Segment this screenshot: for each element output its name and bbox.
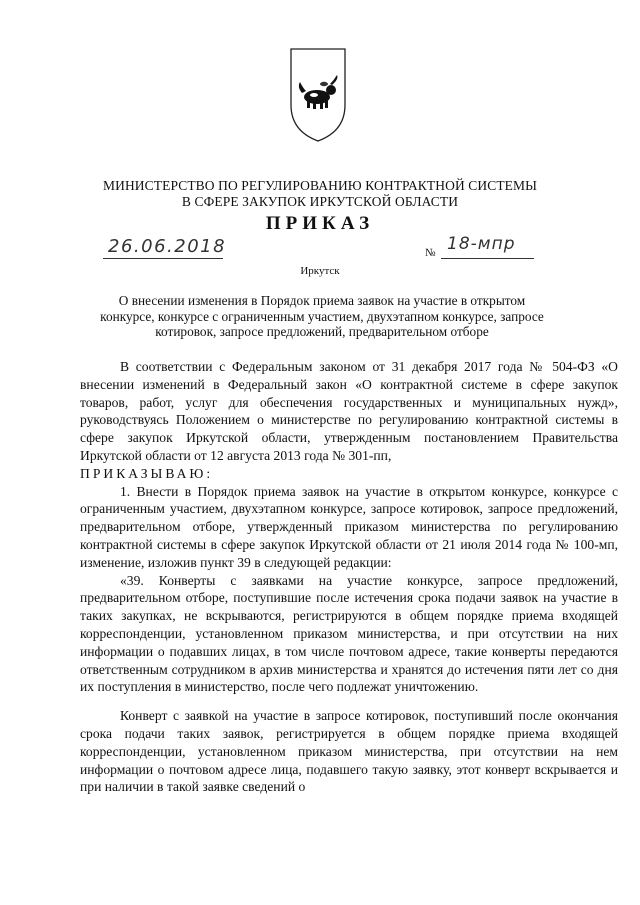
document-date: 26.06.2018 [108,236,227,257]
city-name: Иркутск [300,265,340,277]
number-label: № [425,247,436,259]
ministry-line-2: В СФЕРЕ ЗАКУПОК ИРКУТСКОЙ ОБЛАСТИ [181,194,459,209]
subject-line-1: О внесении изменения в Порядок приема заявок на участие в открытом [118,293,526,308]
document-number: 18-мпр [447,234,516,254]
quote-continuation-paragraph: Конверт с заявкой на участие в запросе котировок, поступивший после окончания срока подачи таких заявок, регистрируется в общем порядке приема входящей корреспонденции, установленном приказом министерства, при отсутствии на нем информации о почтовом адресе лица, подавшего такую заявку, этот конверт вскрывается и при наличии в такой заявке сведений о [80,708,618,795]
subject-line-2: конкурсе, конкурсе с ограниченным участием, двухэтапном конкурсе, запросе [100,308,544,324]
subject-line-3: котировок, запросе предложений, предварительном отборе [155,324,489,339]
item-1-paragraph: 1. Внести в Порядок приема заявок на участие в открытом конкурсе, конкурсе с ограниченным участием, двухэтапном конкурсе, запросе котировок, запросе предложений, предварительном отборе, утвержденный приказом министерства по регулированию контрактной системы в сфере закупок Иркутской области от 21 июля 2014 года № 100-мп, изменение, изложив пункт 39 в следующей редакции: [80,483,618,570]
ministry-line-1: МИНИСТЕРСТВО ПО РЕГУЛИРОВАНИЮ КОНТРАКТНОЙ СИСТЕМЫ [103,178,537,193]
document-subject [82,293,562,340]
document-body [80,358,618,796]
crest-svg [287,47,349,143]
document-type-heading: ПРИКАЗ [265,213,375,234]
preamble-paragraph: В соответствии с Федеральным законом от 31 декабря 2017 года № 504-ФЗ «О внесении изменений в Федеральный закон «О контрактной системе в сфере закупок товаров, работ, услуг для обеспечения государственных и муниципальных нужд», руководствуясь Положением о министерстве по регулированию контрактной системы в сфере закупок Иркутской области, утвержденным постановлением Правительства Иркутской области от 12 августа 2013 года № 301-пп, [80,359,618,463]
quote-paragraph-39: «39. Конверты с заявками на участие конкурсе, запросе предложений, предварительном отборе, поступившие после истечения срока подачи заявок на участие в таких закупках, не вскрываются, регистрируются в общем порядке приема входящей корреспонденции, установленном приказом министерства, и при отсутствии на них информации о подавших лицах, в том числе почтовом адресе, такие конверты передаются ответственным сотрудником в архив министерства и хранятся до истечения пяти лет со дня их поступления в министерство, после чего подлежат уничтожению. [80,572,618,695]
number-underline [441,258,534,259]
coat-of-arms-icon [287,47,349,143]
ministry-name [0,178,640,210]
date-underline [103,258,223,259]
order-word: ПРИКАЗЫВАЮ: [80,465,214,481]
